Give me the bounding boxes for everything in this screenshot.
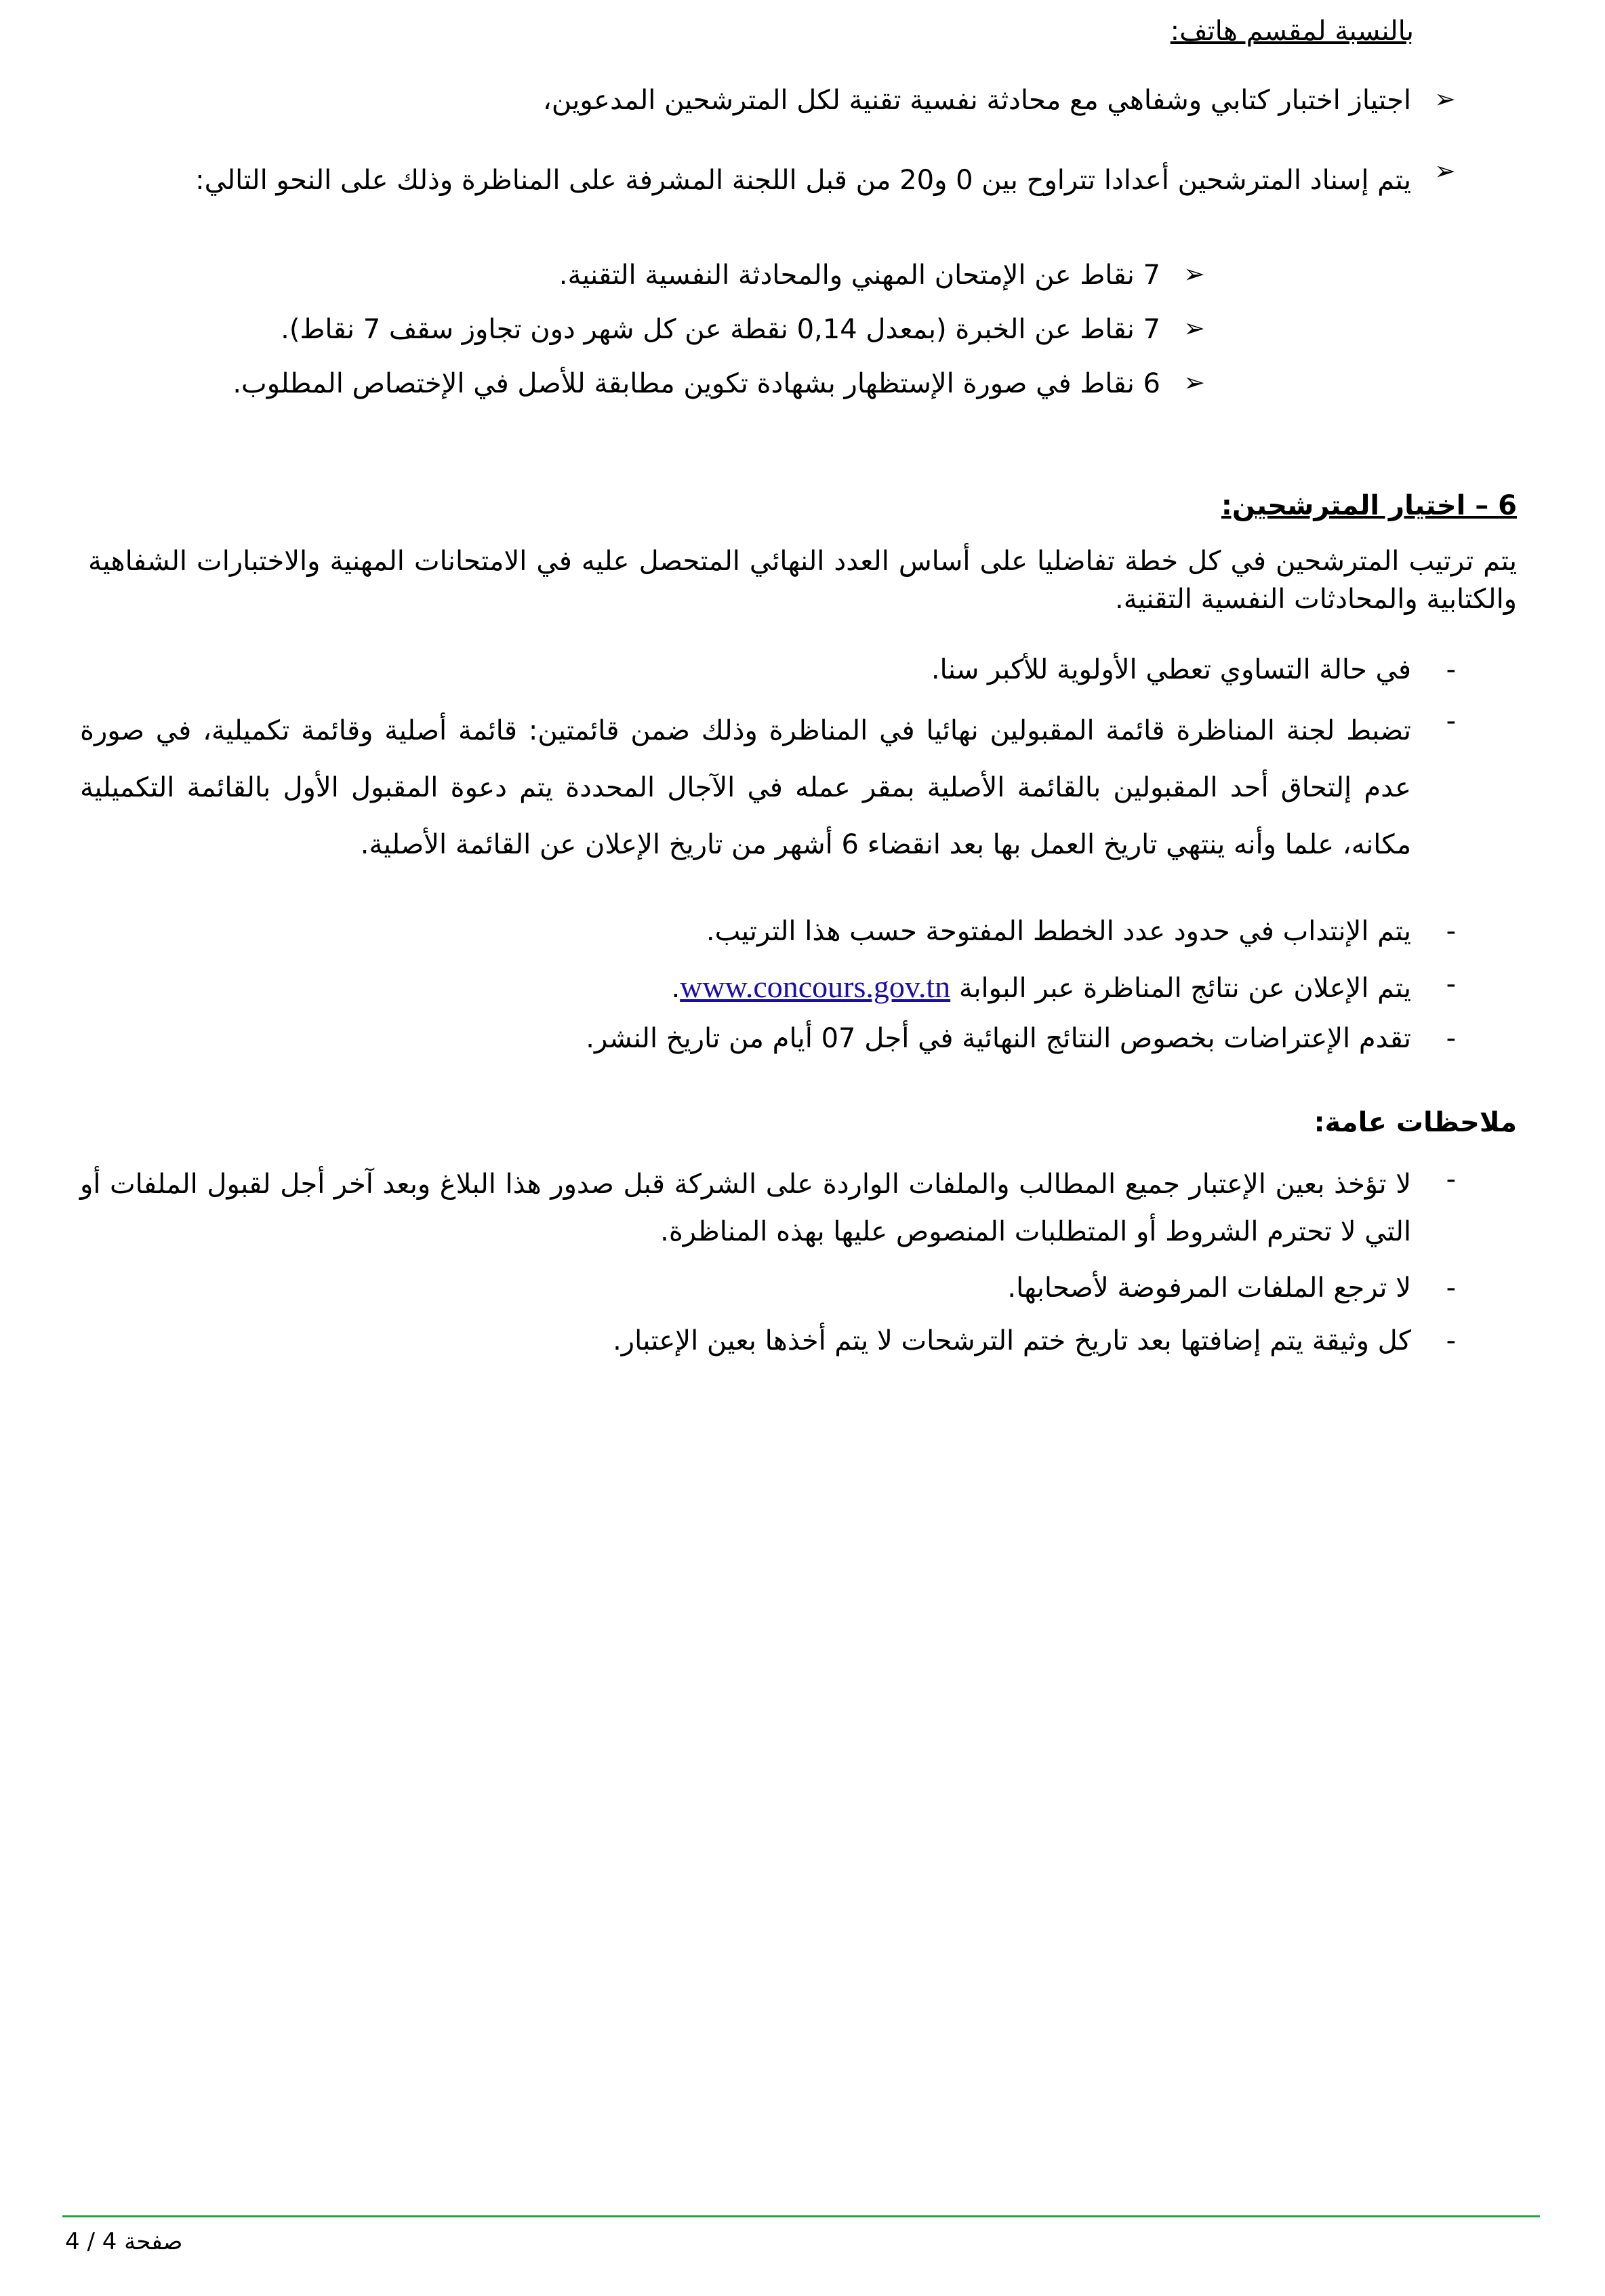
selection-objection [80,1020,1456,1058]
phone-subitem-2 [256,310,1205,348]
arrow-bullet-icon: ➢ [1183,313,1205,343]
selection-item-1-text: في حالة التساوي تعطي الأولوية للأكبر سنا. [931,654,1411,685]
dash-bullet: - [1446,654,1456,685]
announce-period: . [671,973,680,1004]
note-item-1-text: لا تؤخذ بعين الإعتبار جميع المطالب والملفات الواردة على الشركة قبل صدور هذا البلاغ وبعد آخر أجل لقبول الملفات أو التي لا تحترم الشروط أو المتطلبات المنصوص عليها بهذه المناظرة. [80,1169,1411,1247]
phone-item-1 [277,81,1456,119]
notes-section-title: ملاحظات عامة: [1314,1107,1517,1138]
footer-divider [62,2215,1540,2217]
note-item-2 [80,1269,1456,1307]
selection-announce [80,965,1456,1009]
note-item-2-text: لا ترجع الملفات المرفوضة لأصحابها. [1007,1272,1411,1304]
phone-subitem-3 [80,365,1205,403]
arrow-bullet-icon: ➢ [1434,156,1456,186]
phone-section-title: بالنسبة لمقسم هاتف: [1170,16,1414,47]
phone-item-2 [80,153,1456,207]
selection-section-title: 6 – اختيار المترشحين: [1221,490,1517,521]
phone-subitem-1 [324,256,1205,294]
note-item-3 [80,1322,1456,1360]
dash-bullet: - [1446,1325,1456,1356]
selection-intro: يتم ترتيب المترشحين في كل خطة تفاضليا على أساس العدد النهائي المتحصل عليه في الامتحانات المهنية والاختبارات الشفاهية والكتابية والمحادثات النفسية التقنية. [88,546,1517,615]
phone-subitem-1-text: 7 نقاط عن الإمتحان المهني والمحادثة النفسية التقنية. [558,260,1160,291]
dash-bullet: - [1446,1164,1456,1195]
phone-subitem-2-text: 7 نقاط عن الخبرة (بمعدل 0,14 نقطة عن كل شهر دون تجاوز سقف 7 نقاط). [281,314,1160,345]
dash-bullet: - [1446,916,1456,947]
arrow-bullet-icon: ➢ [1183,259,1205,289]
note-item-3-text: كل وثيقة يتم إضافتها بعد تاريخ ختم الترشحات لا يتم أخذها بعين الإعتبار. [613,1325,1411,1356]
selection-item-3 [80,912,1456,950]
selection-item-3-text: يتم الإنتداب في حدود عدد الخطط المفتوحة حسب هذا الترتيب. [706,916,1411,947]
arrow-bullet-icon: ➢ [1434,84,1456,114]
selection-item-2-text: تضبط لجنة المناظرة قائمة المقبولين نهائيا في المناظرة وذلك ضمن قائمتين: قائمة أصلية وقائمة تكميلية، في صورة عدم إلتحاق أحد المقبولين بالقائمة الأصلية بمقر عمله في الآجال المحددة يتم دعوة المقبول الأول بالقائمة التكميلية مكانه، علما وأنه ينتهي تاريخ العمل بها بعد انقضاء 6 أشهر من تاريخ الإعلان عن القائمة الأصلية. [80,715,1411,860]
selection-item-2 [80,702,1456,873]
announce-text: يتم الإعلان عن نتائج المناظرة عبر البوابة [958,973,1411,1004]
dash-bullet: - [1446,969,1456,1000]
page-number: صفحة 4 / 4 [65,2228,183,2255]
note-item-1 [80,1161,1456,1255]
dash-bullet: - [1446,706,1456,737]
phone-item-2-text: يتم إسناد المترشحين أعدادا تتراوح بين 0 و20 من قبل اللجنة المشرفة على المناظرة وذلك على النحو التالي: [195,165,1411,196]
objection-text: تقدم الإعتراضات بخصوص النتائج النهائية في أجل 07 أيام من تاريخ النشر. [586,1023,1411,1054]
dash-bullet: - [1446,1272,1456,1304]
selection-item-1 [80,651,1456,689]
dash-bullet: - [1446,1023,1456,1054]
arrow-bullet-icon: ➢ [1183,367,1205,397]
concours-portal-link[interactable]: www.concours.gov.tn [680,969,951,1004]
phone-subitem-3-text: 6 نقاط في صورة الإستظهار بشهادة تكوين مطابقة للأصل في الإختصاص المطلوب. [232,368,1160,399]
phone-item-1-text: اجتياز اختبار كتابي وشفاهي مع محادثة نفسية تقنية لكل المترشحين المدعوين، [542,85,1411,116]
